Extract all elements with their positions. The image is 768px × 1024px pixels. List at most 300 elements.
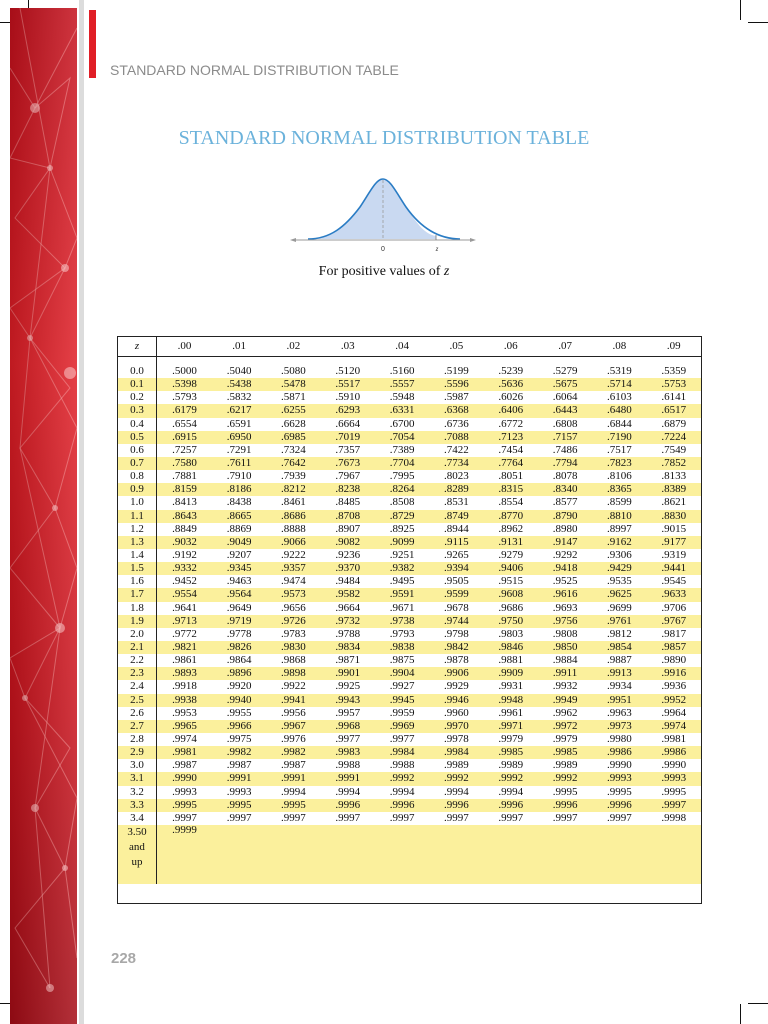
probability-cell: .8531 xyxy=(444,496,469,509)
probability-cell: .9992 xyxy=(429,772,483,785)
probability-cell: .8643 xyxy=(157,510,212,523)
column-header: .06 xyxy=(484,337,538,357)
probability-cell: .9974 xyxy=(647,720,701,733)
table-row xyxy=(118,444,701,457)
probability-cell: .8508 xyxy=(389,496,415,509)
probability-cell: .9985 xyxy=(538,746,592,759)
probability-cell: .9192 xyxy=(172,549,197,562)
table-body xyxy=(118,357,701,885)
probability-cell: .9382 xyxy=(375,562,429,575)
z-value-cell: 2.5 xyxy=(118,694,157,707)
probability-cell: .9992 xyxy=(484,772,538,785)
probability-cell: .9986 xyxy=(592,746,646,759)
probability-cell: .9964 xyxy=(661,706,687,719)
z-value-cell: 0.5 xyxy=(118,431,157,444)
probability-cell: .9999 xyxy=(157,825,212,871)
probability-cell: .9898 xyxy=(266,667,320,680)
table-row xyxy=(118,812,701,825)
probability-cell: .7939 xyxy=(281,470,306,483)
probability-cell: .7357 xyxy=(335,443,361,456)
table-row xyxy=(118,391,701,404)
probability-cell: .9505 xyxy=(444,575,469,588)
probability-cell: .9953 xyxy=(172,706,197,719)
probability-cell: .6368 xyxy=(429,404,483,417)
probability-cell: .9515 xyxy=(498,575,524,588)
probability-cell: .9979 xyxy=(498,733,524,745)
z-value-cell: 2.1 xyxy=(118,641,157,654)
probability-cell: .5000 xyxy=(172,365,197,378)
empty-cell xyxy=(375,825,429,871)
probability-cell: .5160 xyxy=(389,365,415,378)
filler-cell xyxy=(212,871,266,884)
probability-cell: .9996 xyxy=(538,799,592,812)
probability-cell: .9949 xyxy=(538,694,592,707)
probability-cell: .8554 xyxy=(498,496,524,509)
probability-cell: .5557 xyxy=(375,378,429,391)
table-row xyxy=(118,510,701,523)
probability-cell: .6844 xyxy=(607,417,632,430)
probability-cell: .8023 xyxy=(444,470,469,483)
probability-cell: .9418 xyxy=(538,562,592,575)
probability-cell: .7190 xyxy=(592,431,646,444)
probability-cell: .8365 xyxy=(592,483,646,496)
probability-cell: .9916 xyxy=(647,667,701,680)
probability-cell: .6026 xyxy=(498,391,524,404)
probability-cell: .5987 xyxy=(444,391,469,404)
z-value-cell xyxy=(118,825,157,871)
probability-cell: .6064 xyxy=(552,391,578,404)
probability-cell: .9994 xyxy=(444,785,469,798)
z-value-cell: 1.4 xyxy=(118,549,157,562)
table-row xyxy=(118,431,701,444)
probability-cell: .9474 xyxy=(281,575,306,588)
filler-cell xyxy=(538,871,592,884)
probability-cell: .9997 xyxy=(172,811,197,824)
probability-cell: .9959 xyxy=(389,706,415,719)
probability-cell: .9896 xyxy=(212,667,266,680)
probability-cell: .9972 xyxy=(538,720,592,733)
table-row xyxy=(118,707,701,720)
column-header: .00 xyxy=(157,337,212,357)
probability-cell: .9693 xyxy=(552,601,578,614)
probability-cell: .9996 xyxy=(321,799,375,812)
probability-cell: .7257 xyxy=(172,443,197,456)
filler-cell xyxy=(375,871,429,884)
table-row xyxy=(118,588,701,601)
probability-cell: .8461 xyxy=(281,496,306,509)
probability-cell: .9306 xyxy=(607,549,632,562)
probability-cell: .9981 xyxy=(157,746,212,759)
probability-cell: .7454 xyxy=(498,443,524,456)
empty-cell xyxy=(647,825,701,871)
probability-cell: .9808 xyxy=(552,627,578,640)
probability-cell: .9941 xyxy=(266,694,320,707)
filler-cell xyxy=(429,871,483,884)
probability-cell: .9909 xyxy=(484,667,538,680)
empty-cell xyxy=(321,825,375,871)
probability-cell: .9772 xyxy=(172,627,197,640)
probability-cell: .9989 xyxy=(498,759,524,772)
probability-cell: .9162 xyxy=(592,536,646,549)
probability-cell: .9649 xyxy=(226,601,252,614)
probability-cell: .7910 xyxy=(226,470,252,483)
probability-cell: .9925 xyxy=(335,680,361,693)
probability-cell: .9582 xyxy=(321,588,375,601)
probability-cell: .9049 xyxy=(212,536,266,549)
column-header: .08 xyxy=(592,337,646,357)
spacer-cell xyxy=(375,357,429,366)
z-value-cell: 1.2 xyxy=(118,523,157,536)
probability-cell: .9993 xyxy=(172,785,197,798)
probability-cell: .8238 xyxy=(321,483,375,496)
probability-cell: .5478 xyxy=(266,378,320,391)
probability-cell: .9970 xyxy=(429,720,483,733)
probability-cell: .7549 xyxy=(661,443,687,456)
table-header-row xyxy=(118,337,701,357)
probability-cell: .9906 xyxy=(429,667,483,680)
probability-cell: .8686 xyxy=(266,510,320,523)
probability-cell: .5910 xyxy=(335,391,361,404)
probability-cell: .9980 xyxy=(607,733,632,745)
probability-cell: .5636 xyxy=(484,378,538,391)
probability-cell: .7881 xyxy=(172,470,197,483)
probability-cell: .9996 xyxy=(484,799,538,812)
probability-cell: .9099 xyxy=(375,536,429,549)
probability-cell: .8888 xyxy=(281,522,306,535)
probability-cell: .8577 xyxy=(552,496,578,509)
probability-cell: .6179 xyxy=(157,404,212,417)
probability-cell: .9994 xyxy=(281,785,306,798)
table-row xyxy=(118,483,701,496)
z-value-cell: 3.1 xyxy=(118,772,157,785)
probability-cell: .6772 xyxy=(498,417,524,430)
z-value-cell: 1.3 xyxy=(118,536,157,549)
probability-cell: .9929 xyxy=(444,680,469,693)
filler-cell xyxy=(266,871,320,884)
probability-cell: .9922 xyxy=(281,680,306,693)
probability-cell: .9608 xyxy=(484,588,538,601)
probability-cell: .9957 xyxy=(335,706,361,719)
probability-cell: .9963 xyxy=(607,706,632,719)
probability-cell: .9992 xyxy=(538,772,592,785)
probability-cell: .9936 xyxy=(661,680,687,693)
network-pattern-icon xyxy=(10,8,77,1024)
running-head: STANDARD NORMAL DISTRIBUTION TABLE xyxy=(110,62,399,78)
table-row xyxy=(118,470,701,483)
probability-cell: .8413 xyxy=(172,496,197,509)
probability-cell: .9997 xyxy=(389,811,415,824)
probability-cell: .9987 xyxy=(226,759,252,772)
probability-cell: .9147 xyxy=(538,536,592,549)
probability-cell: .9977 xyxy=(389,733,415,745)
crop-mark xyxy=(740,0,741,20)
probability-cell: .9993 xyxy=(592,772,646,785)
probability-cell: .9911 xyxy=(538,667,592,680)
probability-cell: .9633 xyxy=(647,588,701,601)
probability-cell: .9901 xyxy=(321,667,375,680)
table-row xyxy=(118,549,701,562)
probability-cell: .9966 xyxy=(212,720,266,733)
spacer-cell xyxy=(266,357,320,366)
table-row xyxy=(118,694,701,707)
probability-cell: .9994 xyxy=(498,785,524,798)
z-value-cell: 0.6 xyxy=(118,444,157,457)
probability-cell: .9319 xyxy=(661,549,687,562)
probability-cell: .9940 xyxy=(212,694,266,707)
probability-cell: .9015 xyxy=(661,522,687,535)
probability-cell: .8790 xyxy=(538,510,592,523)
spacer-row xyxy=(118,357,701,366)
probability-cell: .9535 xyxy=(607,575,632,588)
probability-cell: .9961 xyxy=(498,706,524,719)
probability-cell: .9641 xyxy=(172,601,197,614)
probability-cell: .5517 xyxy=(321,378,375,391)
probability-cell: .9573 xyxy=(266,588,320,601)
column-header: .03 xyxy=(321,337,375,357)
probability-cell: .5793 xyxy=(172,391,197,404)
probability-cell: .6255 xyxy=(266,404,320,417)
probability-cell: .9996 xyxy=(592,799,646,812)
probability-cell: .9846 xyxy=(484,641,538,654)
probability-cell: .9406 xyxy=(484,562,538,575)
probability-cell: .9332 xyxy=(157,562,212,575)
probability-cell: .9066 xyxy=(266,536,320,549)
probability-cell: .9995 xyxy=(661,785,687,798)
z-value-cell: 1.0 xyxy=(118,496,157,509)
table-row xyxy=(118,654,701,667)
z-value-cell: 2.8 xyxy=(118,733,157,746)
probability-cell: .6950 xyxy=(212,431,266,444)
probability-cell: .9990 xyxy=(157,772,212,785)
empty-cell xyxy=(429,825,483,871)
probability-cell: .9370 xyxy=(321,562,375,575)
z-value-cell: 3.4 xyxy=(118,812,157,825)
probability-cell: .9793 xyxy=(389,627,415,640)
probability-cell: .9913 xyxy=(592,667,646,680)
z-value-line: and xyxy=(129,840,145,853)
probability-cell: .9955 xyxy=(226,706,252,719)
table-row xyxy=(118,365,701,378)
probability-cell: .8749 xyxy=(429,510,483,523)
probability-cell: .9554 xyxy=(157,588,212,601)
probability-cell: .6736 xyxy=(444,417,469,430)
probability-cell: .9678 xyxy=(444,601,469,614)
probability-cell: .7019 xyxy=(321,431,375,444)
probability-cell: .8944 xyxy=(444,522,469,535)
probability-cell: .7673 xyxy=(321,457,375,470)
probability-cell: .5080 xyxy=(281,365,306,378)
probability-cell: .9599 xyxy=(429,588,483,601)
probability-cell: .7734 xyxy=(429,457,483,470)
z-value-cell: 1.6 xyxy=(118,575,157,588)
probability-cell: .9985 xyxy=(484,746,538,759)
probability-cell: .9830 xyxy=(266,641,320,654)
probability-cell: .9973 xyxy=(592,720,646,733)
probability-cell: .7088 xyxy=(429,431,483,444)
spacer-cell xyxy=(484,357,538,366)
probability-cell: .9969 xyxy=(375,720,429,733)
probability-cell: .9918 xyxy=(172,680,197,693)
probability-cell: .7054 xyxy=(375,431,429,444)
probability-cell: .9394 xyxy=(429,562,483,575)
probability-cell: .9821 xyxy=(157,641,212,654)
z-value-cell: 2.3 xyxy=(118,667,157,680)
probability-cell: .9854 xyxy=(592,641,646,654)
table-row xyxy=(118,378,701,391)
probability-cell: .8665 xyxy=(212,510,266,523)
probability-cell: .9920 xyxy=(226,680,252,693)
table-row xyxy=(118,457,701,470)
probability-cell: .9881 xyxy=(498,654,524,667)
probability-cell: .7967 xyxy=(335,470,361,483)
probability-cell: .6517 xyxy=(647,404,701,417)
probability-cell: .8770 xyxy=(484,510,538,523)
probability-cell: .6628 xyxy=(281,417,306,430)
probability-cell: .9996 xyxy=(375,799,429,812)
probability-cell: .9834 xyxy=(321,641,375,654)
axis-arrow-left-icon xyxy=(290,238,296,242)
probability-cell: .8849 xyxy=(172,522,197,535)
probability-cell: .7517 xyxy=(607,443,632,456)
probability-cell: .6879 xyxy=(661,417,687,430)
probability-cell: .9988 xyxy=(335,759,361,772)
table-row xyxy=(118,720,701,733)
figure-caption xyxy=(0,264,768,280)
probability-cell: .6331 xyxy=(375,404,429,417)
probability-cell: .9875 xyxy=(389,654,415,667)
probability-cell: .9798 xyxy=(444,627,469,640)
probability-cell: .9956 xyxy=(281,706,306,719)
probability-cell: .8438 xyxy=(226,496,252,509)
column-header: .07 xyxy=(538,337,592,357)
probability-cell: .5871 xyxy=(281,391,306,404)
header-accent-bar xyxy=(89,10,96,78)
probability-cell: .6985 xyxy=(266,431,320,444)
normal-curve-figure xyxy=(290,172,476,254)
table-row xyxy=(118,667,701,680)
probability-cell: .9686 xyxy=(498,601,524,614)
table-row xyxy=(118,602,701,615)
probability-cell: .9671 xyxy=(389,601,415,614)
probability-cell: .9995 xyxy=(212,799,266,812)
probability-cell: .9995 xyxy=(552,785,578,798)
probability-cell: .9997 xyxy=(226,811,252,824)
probability-cell: .9997 xyxy=(444,811,469,824)
probability-cell: .9990 xyxy=(607,759,632,772)
probability-cell: .9932 xyxy=(552,680,578,693)
probability-cell: .7764 xyxy=(484,457,538,470)
table-row xyxy=(118,404,701,417)
table-row xyxy=(118,418,701,431)
probability-cell: .7157 xyxy=(538,431,592,444)
z-value-cell: 2.4 xyxy=(118,680,157,693)
probability-cell: .9975 xyxy=(226,733,252,745)
probability-cell: .7224 xyxy=(647,431,701,444)
probability-cell: .8389 xyxy=(647,483,701,496)
z-value-cell: 3.2 xyxy=(118,786,157,799)
probability-cell: .9993 xyxy=(226,785,252,798)
column-header: .09 xyxy=(647,337,701,357)
probability-cell: .7995 xyxy=(389,470,415,483)
sidebar-divider xyxy=(79,0,84,1024)
probability-cell: .9991 xyxy=(212,772,266,785)
z-value-cell: 3.3 xyxy=(118,799,157,812)
table-row xyxy=(118,615,701,628)
spacer-cell xyxy=(647,357,701,366)
spacer-cell xyxy=(118,357,157,366)
z-value-cell: 0.2 xyxy=(118,391,157,404)
probability-cell: .9984 xyxy=(429,746,483,759)
probability-cell: .9864 xyxy=(226,654,252,667)
empty-cell xyxy=(538,825,592,871)
z-value-cell: 1.9 xyxy=(118,615,157,628)
table-row xyxy=(118,628,701,641)
probability-cell: .9974 xyxy=(172,733,197,745)
probability-cell: .9884 xyxy=(552,654,578,667)
probability-cell: .7823 xyxy=(592,457,646,470)
probability-cell: .8599 xyxy=(607,496,632,509)
probability-cell: .9893 xyxy=(157,667,212,680)
probability-cell: .9616 xyxy=(538,588,592,601)
probability-cell: .9279 xyxy=(498,549,524,562)
probability-cell: .9962 xyxy=(552,706,578,719)
probability-cell: .7422 xyxy=(444,443,469,456)
z-value-line: 3.50 xyxy=(127,825,147,838)
probability-cell: .9664 xyxy=(335,601,361,614)
probability-cell: .9989 xyxy=(444,759,469,772)
probability-cell: .9931 xyxy=(498,680,524,693)
probability-cell: .9345 xyxy=(212,562,266,575)
spacer-cell xyxy=(157,357,212,366)
probability-cell: .9817 xyxy=(661,627,687,640)
probability-cell: .9994 xyxy=(389,785,415,798)
probability-cell: .9750 xyxy=(484,615,538,628)
probability-cell: .9890 xyxy=(661,654,687,667)
probability-cell: .9934 xyxy=(607,680,632,693)
column-header: .04 xyxy=(375,337,429,357)
probability-cell: .9938 xyxy=(157,694,212,707)
z-value-cell: 2.0 xyxy=(118,628,157,641)
probability-cell: .6443 xyxy=(538,404,592,417)
probability-cell: .9744 xyxy=(429,615,483,628)
probability-cell: .5675 xyxy=(538,378,592,391)
probability-cell: .9564 xyxy=(212,588,266,601)
probability-cell: .8289 xyxy=(429,483,483,496)
z-value-cell: 2.9 xyxy=(118,746,157,759)
spacer-cell xyxy=(592,357,646,366)
probability-cell: .5319 xyxy=(607,365,632,378)
probability-cell: .9699 xyxy=(607,601,632,614)
empty-cell xyxy=(484,825,538,871)
probability-cell: .9945 xyxy=(375,694,429,707)
probability-cell: .9495 xyxy=(389,575,415,588)
z-value-cell: 0.9 xyxy=(118,483,157,496)
probability-cell: .9984 xyxy=(375,746,429,759)
probability-cell: .7123 xyxy=(484,431,538,444)
probability-cell: .6591 xyxy=(226,417,252,430)
probability-cell: .9778 xyxy=(226,627,252,640)
table-row xyxy=(118,733,701,746)
table-row xyxy=(118,562,701,575)
probability-cell: .7389 xyxy=(389,443,415,456)
z-value-cell: 0.1 xyxy=(118,378,157,391)
probability-cell: .9887 xyxy=(607,654,632,667)
probability-cell: .6103 xyxy=(607,391,632,404)
probability-cell: .9979 xyxy=(552,733,578,745)
probability-cell: .9032 xyxy=(157,536,212,549)
probability-cell: .9706 xyxy=(661,601,687,614)
probability-cell: .6293 xyxy=(321,404,375,417)
